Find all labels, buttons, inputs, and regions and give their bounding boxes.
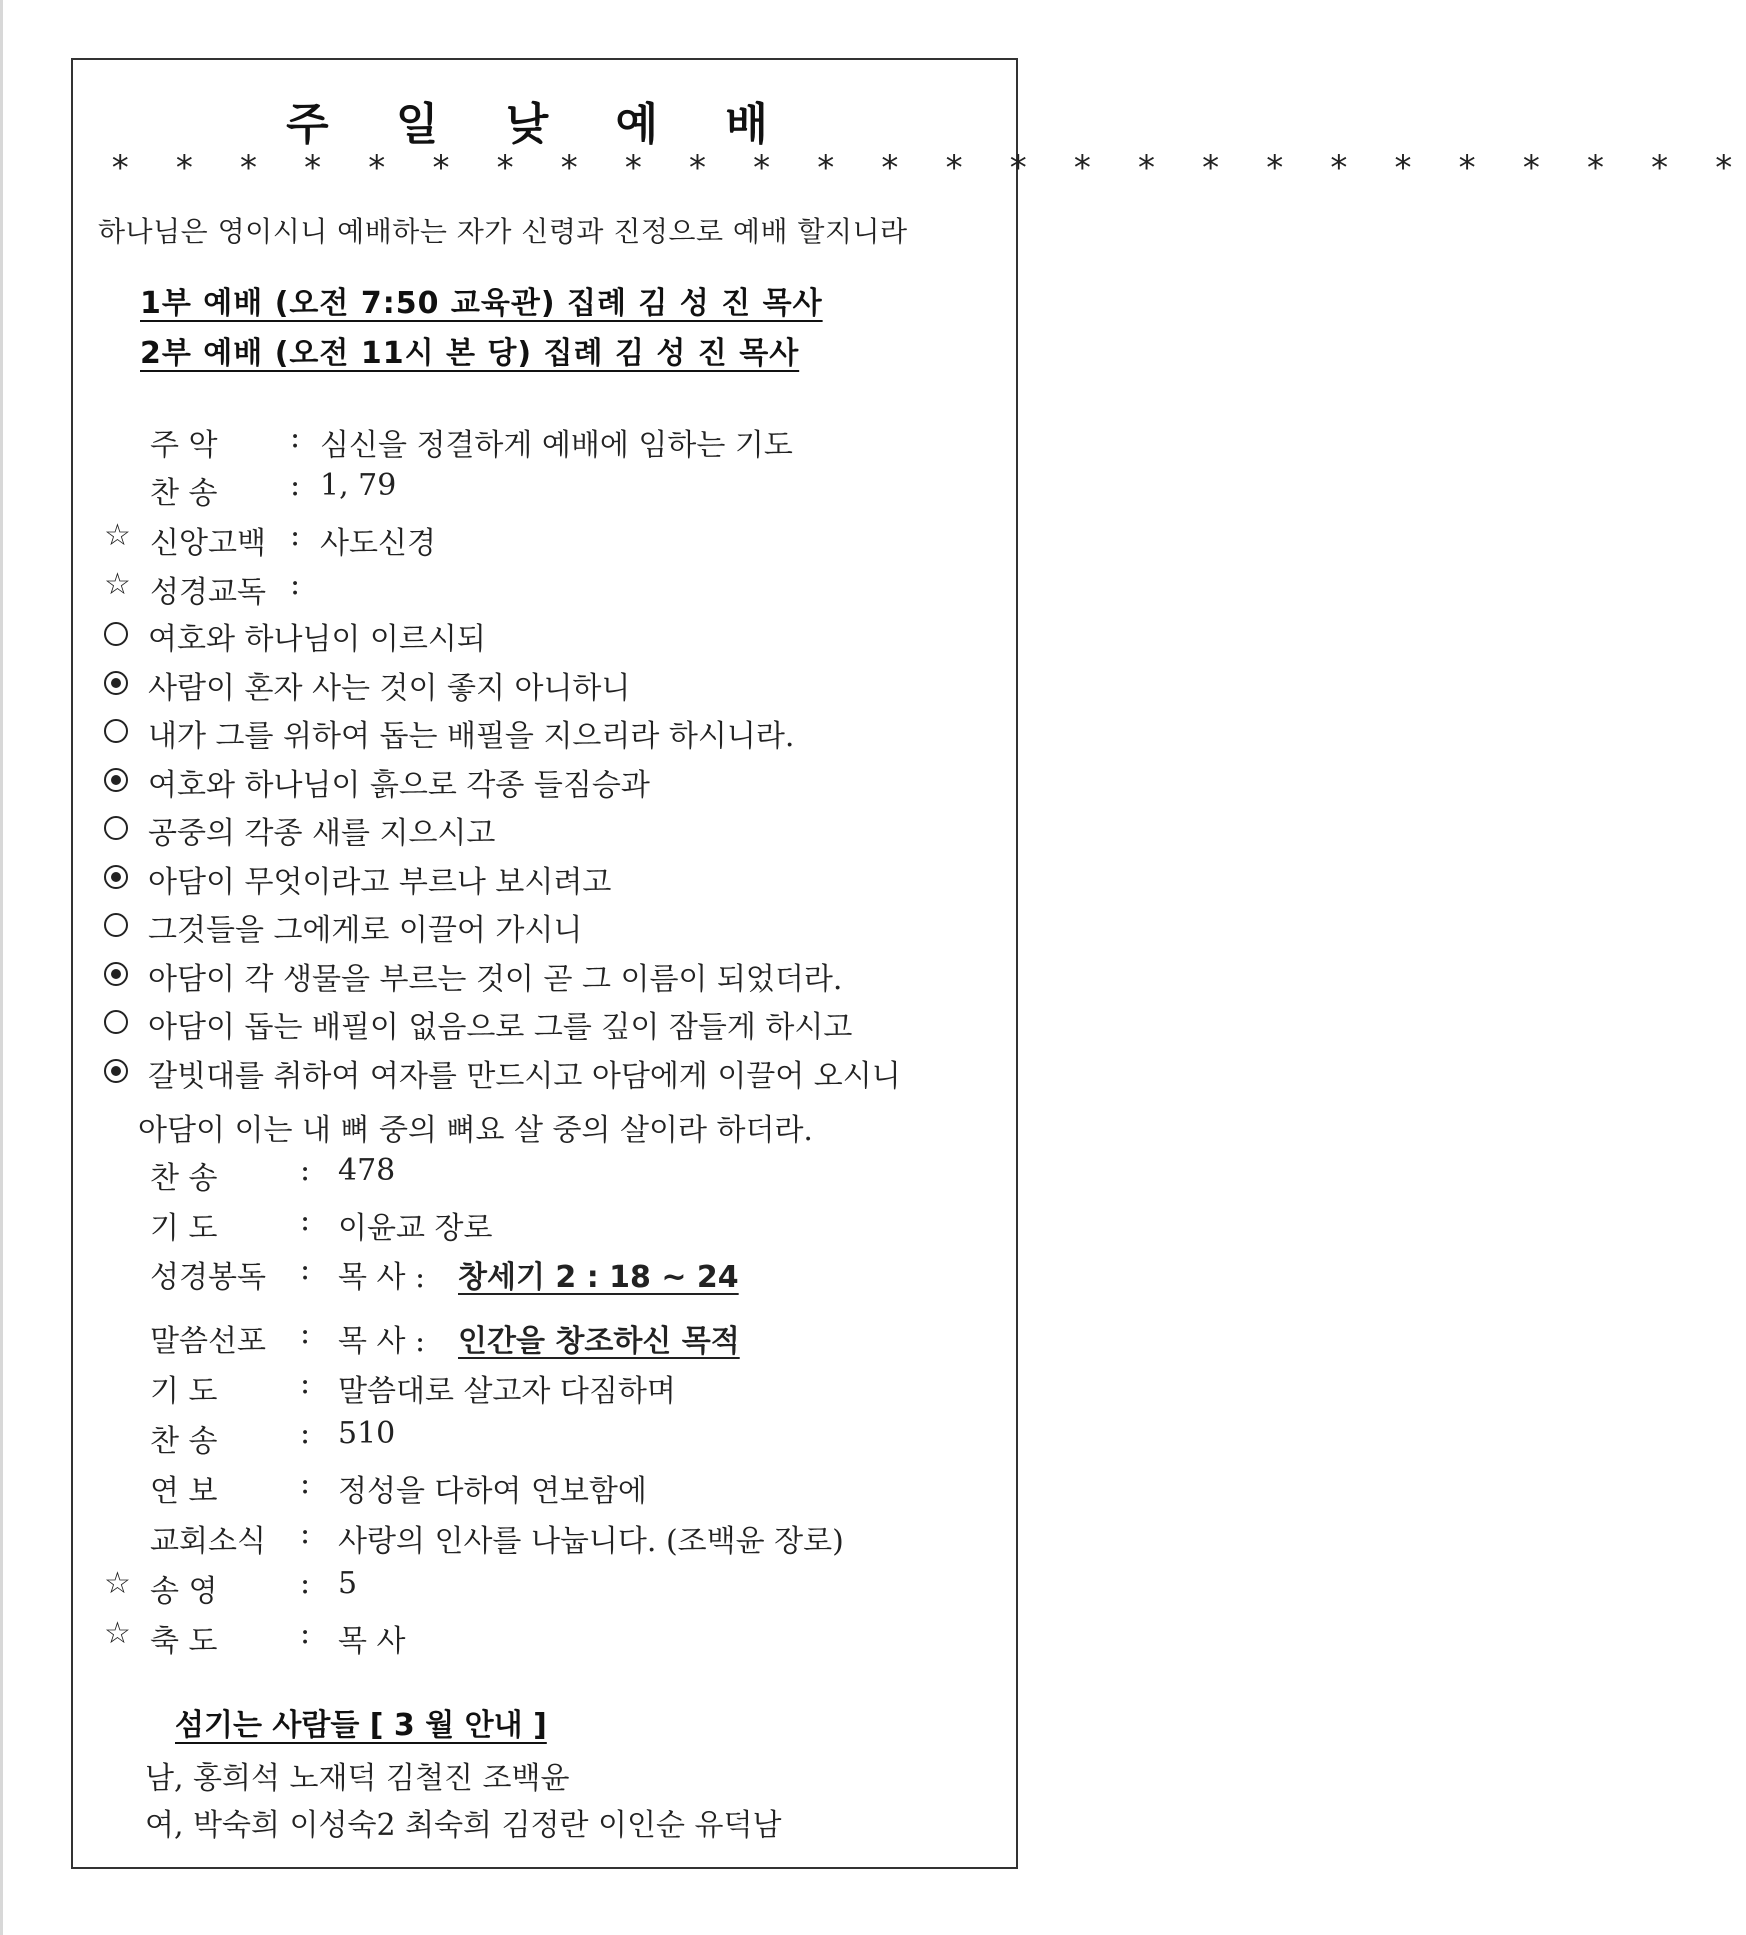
filled-circle-icon <box>104 1059 128 1083</box>
open-circle-icon <box>104 1010 128 1034</box>
filled-circle-icon <box>104 865 128 889</box>
order-officiant: 목 사 : <box>338 1260 426 1295</box>
order-value: 1, 79 <box>320 468 397 503</box>
order-value: 정성을 다하여 연보함에 <box>338 1474 647 1509</box>
order-label: 주 악 <box>150 428 218 463</box>
open-circle-icon <box>104 816 128 840</box>
reading-line: 아담이 무엇이라고 부르나 보시려고 <box>148 865 612 900</box>
order-label: 찬 송 <box>150 1424 218 1459</box>
filled-circle-icon <box>104 962 128 986</box>
reading-line: 갈빗대를 취하여 여자를 만드시고 아담에게 이끌어 오시니 <box>148 1059 901 1094</box>
order-colon: : <box>300 1252 311 1287</box>
scripture-verse: 하나님은 영이시니 예배하는 자가 신령과 진정으로 예배 할지니라 <box>98 215 908 248</box>
order-colon: : <box>300 1153 311 1188</box>
star-marker-icon: ☆ <box>104 1566 131 1601</box>
order-colon: : <box>300 1566 311 1601</box>
reading-line: 여호와 하나님이 이르시되 <box>148 622 486 657</box>
page-edge <box>0 0 3 1935</box>
order-label: 신앙고백 <box>150 526 266 561</box>
order-label: 기 도 <box>150 1211 218 1246</box>
reading-line: 아담이 돕는 배필이 없음으로 그를 깊이 잠들게 하시고 <box>148 1010 853 1045</box>
order-value: 창세기 2 : 18 ~ 24 <box>458 1260 739 1295</box>
order-label: 연 보 <box>150 1474 218 1509</box>
reading-line: 그것들을 그에게로 이끌어 가시니 <box>148 913 583 948</box>
order-value: 인간을 창조하신 목적 <box>458 1324 740 1359</box>
servers-men: 남, 홍희석 노재덕 김철진 조백윤 <box>145 1761 570 1796</box>
order-label: 성경봉독 <box>150 1260 266 1295</box>
order-colon: : <box>300 1466 311 1501</box>
order-value: 목 사 <box>338 1624 406 1659</box>
order-colon: : <box>300 1516 311 1551</box>
order-value: 사도신경 <box>320 526 436 561</box>
open-circle-icon <box>104 719 128 743</box>
order-value: 말씀대로 살고자 다짐하며 <box>338 1374 676 1409</box>
reading-continuation: 아담이 이는 내 뼈 중의 뼈요 살 중의 살이라 하더라. <box>138 1113 813 1148</box>
order-label: 기 도 <box>150 1374 218 1409</box>
order-label: 교회소식 <box>150 1524 266 1559</box>
order-value: 심신을 정결하게 예배에 임하는 기도 <box>320 428 793 463</box>
servers-women: 여, 박숙희 이성숙2 최숙희 김정란 이인순 유덕남 <box>145 1808 782 1843</box>
order-colon: : <box>290 468 301 503</box>
order-label: 말씀선포 <box>150 1324 266 1359</box>
reading-line: 아담이 각 생물을 부르는 것이 곧 그 이름이 되었더라. <box>148 962 843 997</box>
star-marker-icon: ☆ <box>104 1616 131 1651</box>
order-colon: : <box>300 1203 311 1238</box>
reading-line: 내가 그를 위하여 돕는 배필을 지으리라 하시니라. <box>148 719 795 754</box>
service-first: 1부 예배 (오전 7:50 교육관) 집례 김 성 진 목사 <box>140 286 823 321</box>
order-label: 성경교독 <box>150 575 266 610</box>
order-label: 송 영 <box>150 1574 218 1609</box>
order-colon: : <box>290 567 301 602</box>
open-circle-icon <box>104 622 128 646</box>
servers-title: 섬기는 사람들 [ 3 월 안내 ] <box>175 1708 547 1743</box>
order-value: 478 <box>338 1153 396 1188</box>
service-second: 2부 예배 (오전 11시 본 당) 집례 김 성 진 목사 <box>140 336 800 371</box>
order-value: 사랑의 인사를 나눕니다. (조백윤 장로) <box>338 1524 844 1559</box>
order-colon: : <box>300 1366 311 1401</box>
order-colon: : <box>300 1616 311 1651</box>
order-colon: : <box>300 1416 311 1451</box>
reading-line: 여호와 하나님이 흙으로 각종 들짐승과 <box>148 768 650 803</box>
order-officiant: 목 사 : <box>338 1324 426 1359</box>
reading-line: 공중의 각종 새를 지으시고 <box>148 816 496 851</box>
order-label: 찬 송 <box>150 476 218 511</box>
order-label: 찬 송 <box>150 1161 218 1196</box>
star-divider: * * * * * * * * * * * * * * * * * * * * * * * * * * <box>110 148 1746 188</box>
order-colon: : <box>300 1316 311 1351</box>
order-value: 5 <box>338 1566 358 1601</box>
star-marker-icon: ☆ <box>104 518 131 553</box>
star-marker-icon: ☆ <box>104 567 131 602</box>
order-colon: : <box>290 518 301 553</box>
order-value: 510 <box>338 1416 396 1451</box>
reading-line: 사람이 혼자 사는 것이 좋지 아니하니 <box>148 671 631 706</box>
order-value: 이윤교 장로 <box>338 1211 493 1246</box>
order-label: 축 도 <box>150 1624 218 1659</box>
filled-circle-icon <box>104 671 128 695</box>
page-title: 주 일 낮 예 배 <box>286 99 794 150</box>
order-colon: : <box>290 420 301 455</box>
open-circle-icon <box>104 913 128 937</box>
filled-circle-icon <box>104 768 128 792</box>
